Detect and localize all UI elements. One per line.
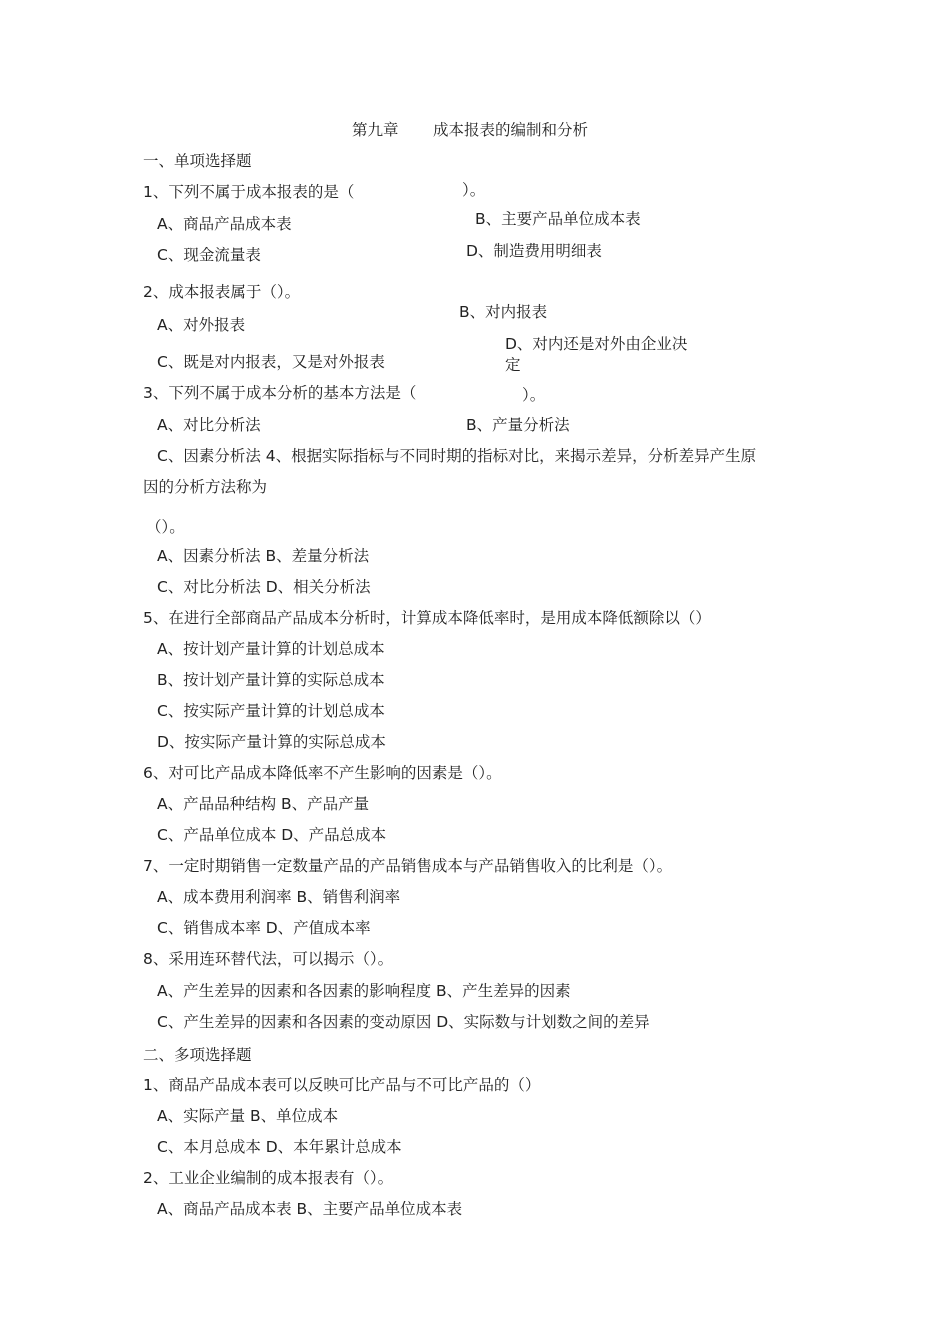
question-1: 1、下列不属于成本报表的是（ <box>143 183 355 201</box>
q2-option-b: B、对内报表 <box>459 303 548 321</box>
q8-options-ab: A、产生差异的因素和各因素的影响程度 B、产生差异的因素 <box>157 982 571 1000</box>
multi-question-1: 1、商品产品成本表可以反映可比产品与不可比产品的（） <box>143 1076 541 1094</box>
question-1-end: ）。 <box>462 181 486 199</box>
q4-options-ab: A、因素分析法 B、差量分析法 <box>157 547 370 565</box>
question-3-end: ）。 <box>522 386 546 404</box>
q4-options-cd: C、对比分析法 D、相关分析法 <box>157 578 371 596</box>
q5-option-a: A、按计划产量计算的计划总成本 <box>157 640 385 658</box>
question-5: 5、在进行全部商品产品成本分析时，计算成本降低率时，是用成本降低额除以（） <box>143 609 711 627</box>
q6-options-ab: A、产品品种结构 B、产品产量 <box>157 795 370 813</box>
q1-option-b: B、主要产品单位成本表 <box>475 210 641 228</box>
q3-option-c-and-question-4: C、因素分析法 4、根据实际指标与不同时期的指标对比，来揭示差异，分析差异产生原 <box>157 447 757 465</box>
question-7: 7、一定时期销售一定数量产品的产品销售成本与产品销售收入的比利是（）。 <box>143 857 673 875</box>
m1-options-cd: C、本月总成本 D、本年累计总成本 <box>157 1138 402 1156</box>
q7-options-cd: C、销售成本率 D、产值成本率 <box>157 919 371 937</box>
q5-option-c: C、按实际产量计算的计划总成本 <box>157 702 385 720</box>
q5-option-d: D、按实际产量计算的实际总成本 <box>157 733 386 751</box>
q6-options-cd: C、产品单位成本 D、产品总成本 <box>157 826 387 844</box>
question-3: 3、下列不属于成本分析的基本方法是（ <box>143 384 417 402</box>
q5-option-b: B、按计划产量计算的实际总成本 <box>157 671 385 689</box>
q8-options-cd: C、产生差异的因素和各因素的变动原因 D、实际数与计划数之间的差异 <box>157 1013 650 1031</box>
q1-option-c: C、现金流量表 <box>157 246 261 264</box>
question-4-continued: 因的分析方法称为 <box>143 478 268 496</box>
q1-option-a: A、商品产品成本表 <box>157 215 292 233</box>
q2-option-c: C、既是对内报表，又是对外报表 <box>157 353 385 371</box>
section-heading-multiple-choice: 二、多项选择题 <box>143 1046 252 1064</box>
section-heading-single-choice: 一、单项选择题 <box>143 152 252 170</box>
q7-options-ab: A、成本费用利润率 B、销售利润率 <box>157 888 401 906</box>
q2-option-d-line1: D、对内还是对外由企业决 <box>505 335 688 353</box>
question-6: 6、对可比产品成本降低率不产生影响的因素是（）。 <box>143 764 502 782</box>
q2-option-d-line2: 定 <box>505 356 521 374</box>
chapter-title: 成本报表的编制和分析 <box>433 121 589 139</box>
q1-option-d: D、制造费用明细表 <box>466 242 602 260</box>
m1-options-ab: A、实际产量 B、单位成本 <box>157 1107 339 1125</box>
chapter-number: 第九章 <box>352 121 399 139</box>
q3-option-a: A、对比分析法 <box>157 416 261 434</box>
q3-option-b: B、产量分析法 <box>466 416 570 434</box>
m2-options-ab: A、商品产品成本表 B、主要产品单位成本表 <box>157 1200 463 1218</box>
multi-question-2: 2、工业企业编制的成本报表有（）。 <box>143 1169 394 1187</box>
question-8: 8、采用连环替代法，可以揭示（）。 <box>143 950 394 968</box>
question-4-end: （）。 <box>146 518 185 536</box>
q2-option-a: A、对外报表 <box>157 316 246 334</box>
question-2: 2、成本报表属于（）。 <box>143 283 301 301</box>
